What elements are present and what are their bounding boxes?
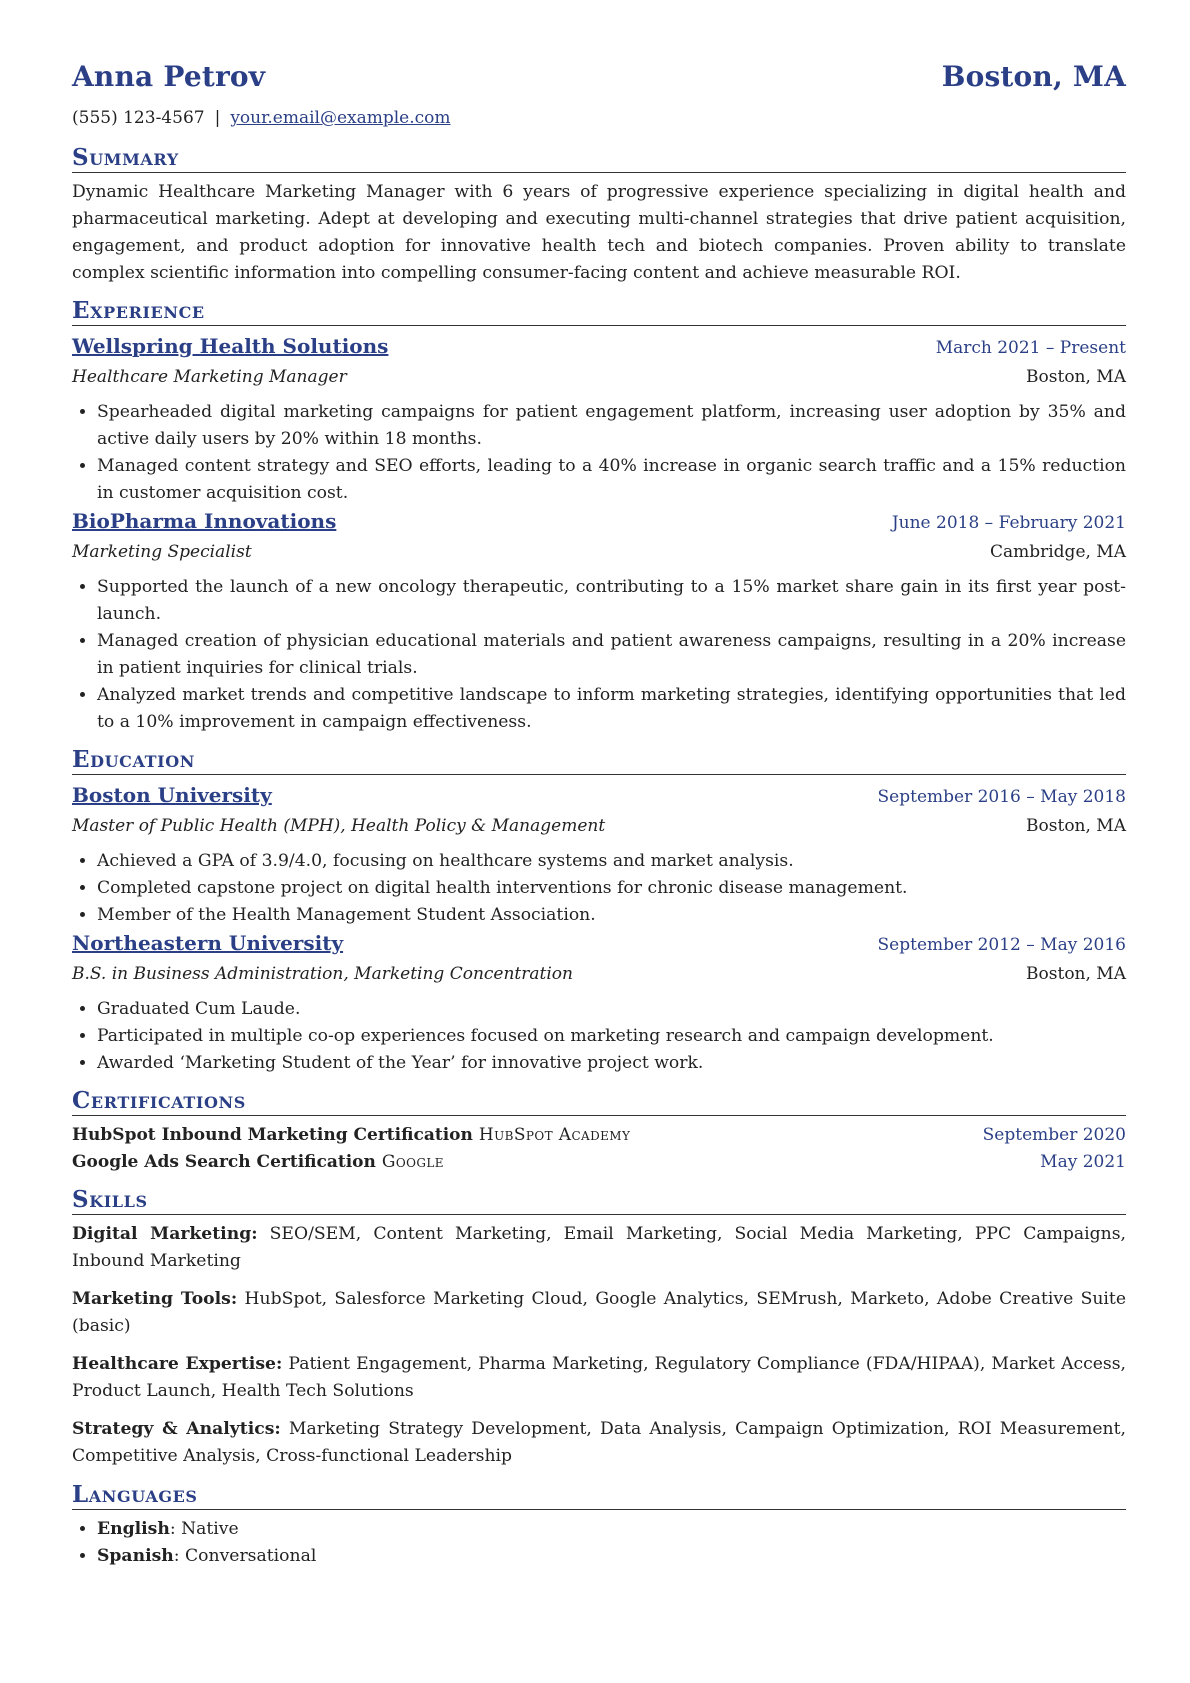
resume-page	[72, 60, 1126, 1570]
skill-text: SEO/SEM, Content Marketing, Email Marketing, Social Media Marketing, PPC Campaigns, Inbound Marketing	[72, 1224, 1126, 1271]
entry-dates: September 2016 – May 2018	[877, 787, 1126, 807]
org-link[interactable]: Northeastern University	[72, 931, 344, 955]
entry-role: Marketing Specialist	[72, 542, 252, 562]
list-item	[97, 1543, 1126, 1570]
list-item: • Analyzed market trends and competitive landscape to inform marketing strategies, identifying opportunities that led to a 10% improvement in campaign effectiveness.	[97, 682, 1126, 736]
org-link[interactable]: Boston University	[72, 783, 272, 807]
certification-row	[72, 1149, 1126, 1176]
entry-degree: B.S. in Business Administration, Marketing Concentration	[72, 964, 573, 984]
contact-line	[72, 108, 1126, 134]
org-link[interactable]: BioPharma Innovations	[72, 509, 337, 533]
list-item: • Spearheaded digital marketing campaigns for patient engagement platform, increasing user adoption by 35% and active daily users by 20% within 18 months.	[97, 399, 1126, 453]
skill-label: Strategy & Analytics:	[72, 1419, 281, 1439]
list-item: • Graduated Cum Laude.	[97, 996, 1126, 1023]
skill-group	[72, 1286, 1126, 1340]
entry-location: Cambridge, MA	[989, 542, 1126, 562]
language-name: Spanish	[97, 1546, 174, 1566]
experience-entry	[72, 332, 1126, 507]
certification-row	[72, 1122, 1126, 1149]
certification-issuer: HubSpot Academy	[478, 1125, 631, 1145]
candidate-name: Anna Petrov	[72, 60, 266, 93]
entry-location: Boston, MA	[1026, 964, 1126, 984]
list-item: • Participated in multiple co-op experiences focused on marketing research and campaign development.	[97, 1023, 1126, 1050]
skill-group	[72, 1351, 1126, 1405]
list-item	[97, 1516, 1126, 1543]
language-list	[72, 1516, 1126, 1570]
section-title-education: Education	[72, 746, 1126, 775]
candidate-location: Boston, MA	[941, 60, 1126, 93]
section-title-languages: Languages	[72, 1481, 1126, 1510]
bullet-list	[72, 574, 1126, 736]
resume-header	[72, 60, 1126, 104]
skill-label: Healthcare Expertise:	[72, 1354, 283, 1374]
skill-label: Digital Marketing:	[72, 1224, 258, 1244]
entry-role: Healthcare Marketing Manager	[72, 367, 347, 387]
list-item: • Achieved a GPA of 3.9/4.0, focusing on healthcare systems and market analysis.	[97, 848, 1126, 875]
section-title-skills: Skills	[72, 1186, 1126, 1215]
bullet-list	[72, 399, 1126, 507]
skill-group	[72, 1416, 1126, 1470]
certification-date: May 2021	[1040, 1152, 1126, 1172]
certification-name: Google Ads Search Certification	[72, 1152, 376, 1172]
list-item: • Managed creation of physician educational materials and patient awareness campaigns, resulting in a 20% increase in patient inquiries for clinical trials.	[97, 628, 1126, 682]
section-title-experience: Experience	[72, 297, 1126, 326]
skill-text: HubSpot, Salesforce Marketing Cloud, Google Analytics, SEMrush, Marketo, Adobe Creative Suite (basic)	[72, 1289, 1127, 1336]
entry-location: Boston, MA	[1026, 367, 1126, 387]
certification-date: September 2020	[982, 1125, 1126, 1145]
list-item: • Managed content strategy and SEO efforts, leading to a 40% increase in organic search traffic and a 15% reduction in customer acquisition cost.	[97, 453, 1126, 507]
experience-entry	[72, 507, 1126, 736]
entry-degree: Master of Public Health (MPH), Health Policy & Management	[72, 816, 606, 836]
bullet-list	[72, 848, 1126, 929]
email-link[interactable]: your.email@example.com	[230, 108, 451, 128]
certification-issuer: Google	[381, 1152, 444, 1172]
language-level: : Native	[169, 1519, 239, 1539]
list-item: • Awarded ‘Marketing Student of the Year’ for innovative project work.	[97, 1050, 1126, 1077]
skill-text: Patient Engagement, Pharma Marketing, Regulatory Compliance (FDA/HIPAA), Market Access, Product Launch, Health Tech Solutions	[72, 1354, 1127, 1401]
list-item: • Supported the launch of a new oncology therapeutic, contributing to a 15% market share gain in its first year post-launch.	[97, 574, 1126, 628]
skill-label: Marketing Tools:	[72, 1289, 238, 1309]
entry-dates: September 2012 – May 2016	[877, 935, 1126, 955]
section-title-certifications: Certifications	[72, 1087, 1126, 1116]
skill-group	[72, 1221, 1126, 1275]
entry-dates: March 2021 – Present	[935, 338, 1126, 358]
education-entry	[72, 929, 1126, 1077]
org-link[interactable]: Wellspring Health Solutions	[72, 334, 389, 358]
education-entry	[72, 781, 1126, 929]
entry-location: Boston, MA	[1026, 816, 1126, 836]
language-level: : Conversational	[173, 1546, 317, 1566]
phone-number: (555) 123-4567	[72, 108, 205, 128]
list-item: • Completed capstone project on digital health interventions for chronic disease management.	[97, 875, 1126, 902]
section-title-summary: Summary	[72, 144, 1126, 173]
list-item: • Member of the Health Management Student Association.	[97, 902, 1126, 929]
entry-dates: June 2018 – February 2021	[891, 513, 1126, 533]
bullet-list	[72, 996, 1126, 1077]
certification-name: HubSpot Inbound Marketing Certification	[72, 1125, 473, 1145]
skill-text: Marketing Strategy Development, Data Analysis, Campaign Optimization, ROI Measurement, Competitive Analysis, Cross-functional Leadership	[72, 1419, 1126, 1466]
language-name: English	[97, 1519, 170, 1539]
summary-text: Dynamic Healthcare Marketing Manager with 6 years of progressive experience specializing in digital health and pharmaceutical marketing. Adept at developing and executing multi-channel strategies that drive patient acquisition, engagement, and product adoption for innovative health tech and biotech companies. Proven ability to translate complex scientific information into compelling consumer-facing content and achieve measurable ROI.	[72, 182, 1126, 283]
contact-separator: |	[214, 108, 221, 128]
